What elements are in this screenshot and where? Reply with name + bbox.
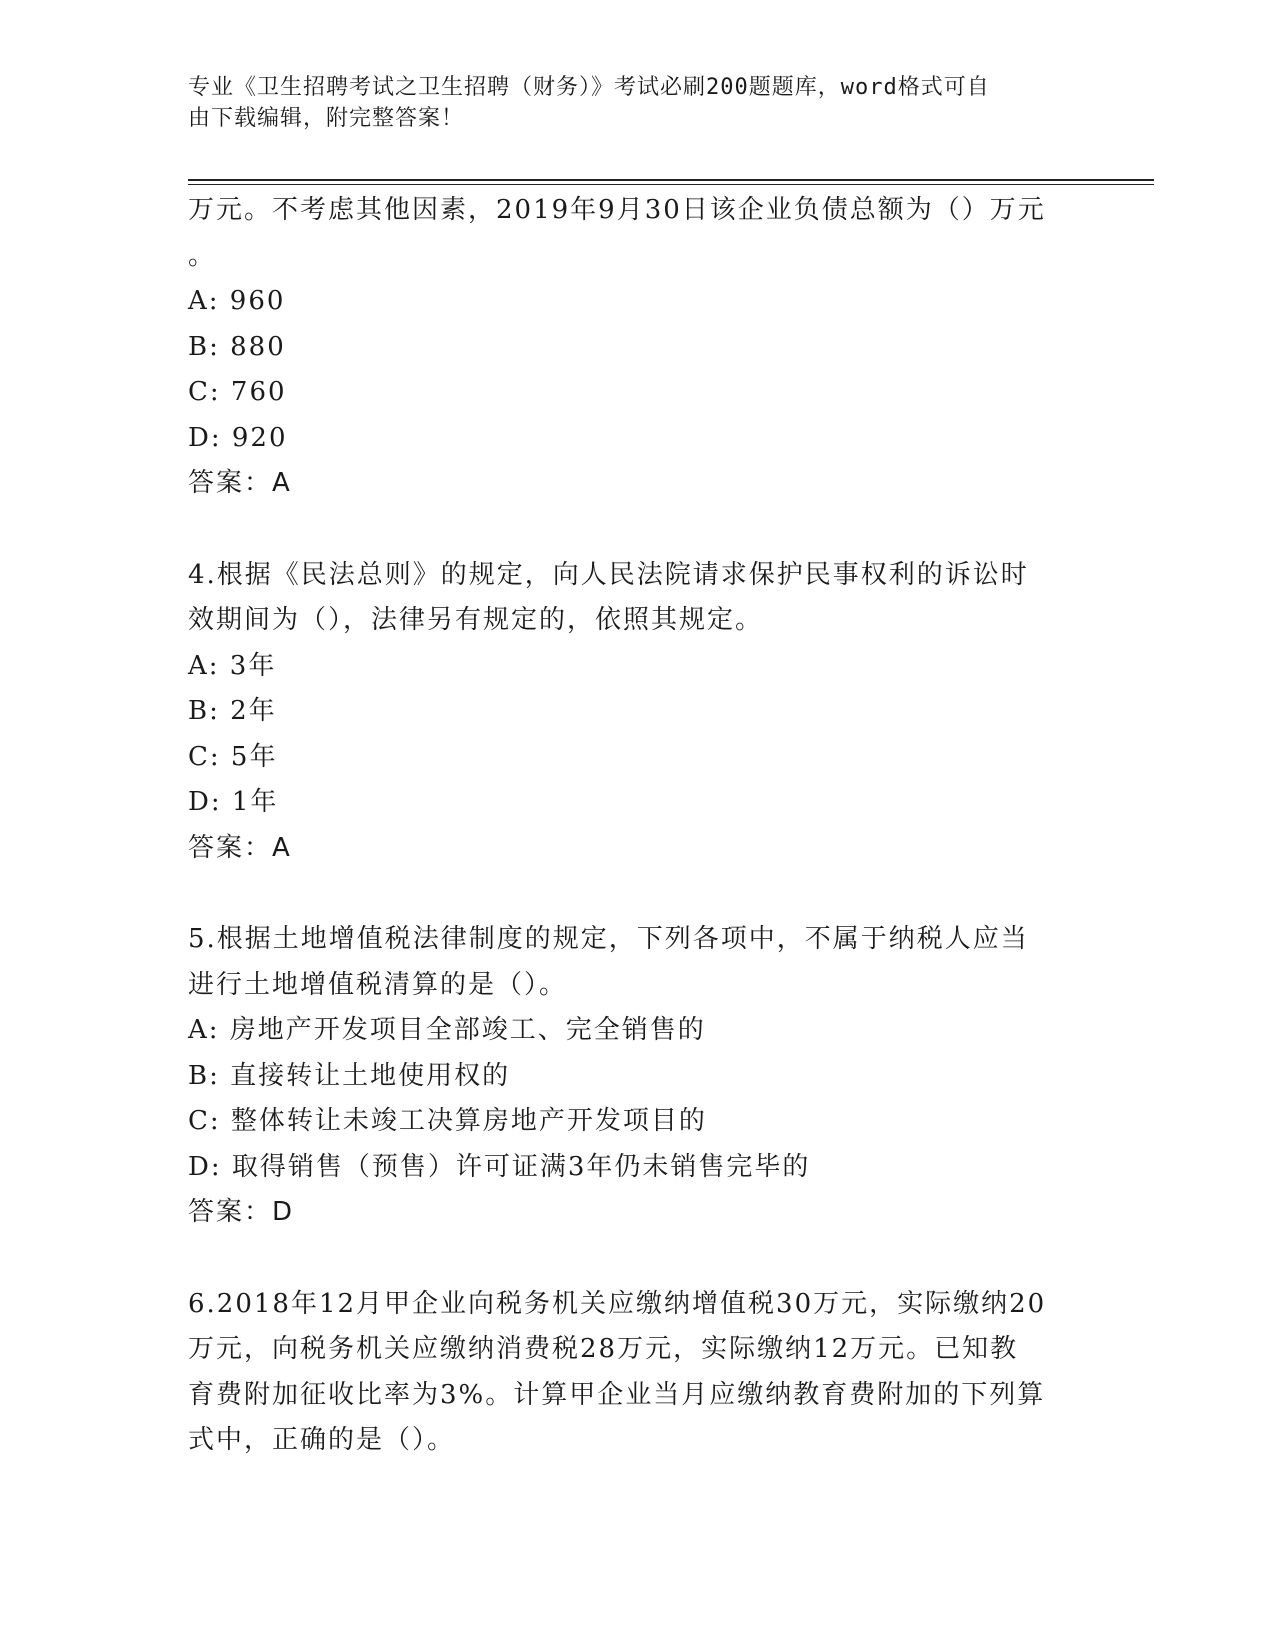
option-b: B: 880 xyxy=(188,331,286,362)
document-header xyxy=(188,72,1088,134)
option-a: A: 3年 xyxy=(188,650,277,681)
question-text-line: 4.根据《民法总则》的规定，向人民法院请求保护民事权利的诉讼时 xyxy=(188,559,1029,590)
question-6 xyxy=(188,1282,1088,1464)
question-text-line: 5.根据土地增值税法律制度的规定，下列各项中，不属于纳税人应当 xyxy=(188,924,1029,954)
question-text-line: 6.2018年12月甲企业向税务机关应缴纳增值税30万元，实际缴纳20 xyxy=(188,1288,1047,1319)
option-d: D: 920 xyxy=(188,422,288,453)
question-text-line: 育费附加征收比率为3%。计算甲企业当月应缴纳教育费附加的下列算 xyxy=(188,1379,1046,1410)
question-text-line: 。 xyxy=(188,240,217,271)
header-line-2: 由下载编辑，附完整答案！ xyxy=(188,106,465,131)
question-4 xyxy=(188,553,1088,872)
question-text-line: 万元。不考虑其他因素，2019年9月30日该企业负债总额为（）万元 xyxy=(188,195,1046,225)
option-a: A: 房地产开发项目全部竣工、完全销售的 xyxy=(188,1015,706,1045)
option-c: C: 760 xyxy=(188,377,287,407)
header-divider-thick xyxy=(188,179,1154,181)
question-text-line: 万元，向税务机关应缴纳消费税28万元，实际缴纳12万元。已知教 xyxy=(188,1334,1019,1364)
question-text-line: 式中，正确的是（）。 xyxy=(188,1425,456,1455)
option-c: C: 整体转让未竣工决算房地产开发项目的 xyxy=(188,1106,707,1136)
question-5 xyxy=(188,917,1088,1236)
option-d: D: 取得销售（预售）许可证满3年仍未销售完毕的 xyxy=(188,1151,811,1182)
document-body xyxy=(188,188,1088,1464)
answer: 答案：A xyxy=(188,832,292,863)
answer: 答案：A xyxy=(188,468,292,498)
option-d: D: 1年 xyxy=(188,787,279,817)
option-a: A: 960 xyxy=(188,286,286,316)
question-text-line: 进行土地增值税清算的是（）。 xyxy=(188,969,568,1000)
option-b: B: 2年 xyxy=(188,696,277,726)
question-3-continued xyxy=(188,188,1088,507)
question-text-line: 效期间为（），法律另有规定的，依照其规定。 xyxy=(188,605,764,635)
option-c: C: 5年 xyxy=(188,741,278,772)
answer: 答案：D xyxy=(188,1197,295,1227)
header-line-1: 专业《卫生招聘考试之卫生招聘（财务）》考试必刷200题题库，word格式可自 xyxy=(188,75,990,100)
header-divider-thin xyxy=(188,184,1154,185)
option-b: B: 直接转让土地使用权的 xyxy=(188,1060,511,1091)
